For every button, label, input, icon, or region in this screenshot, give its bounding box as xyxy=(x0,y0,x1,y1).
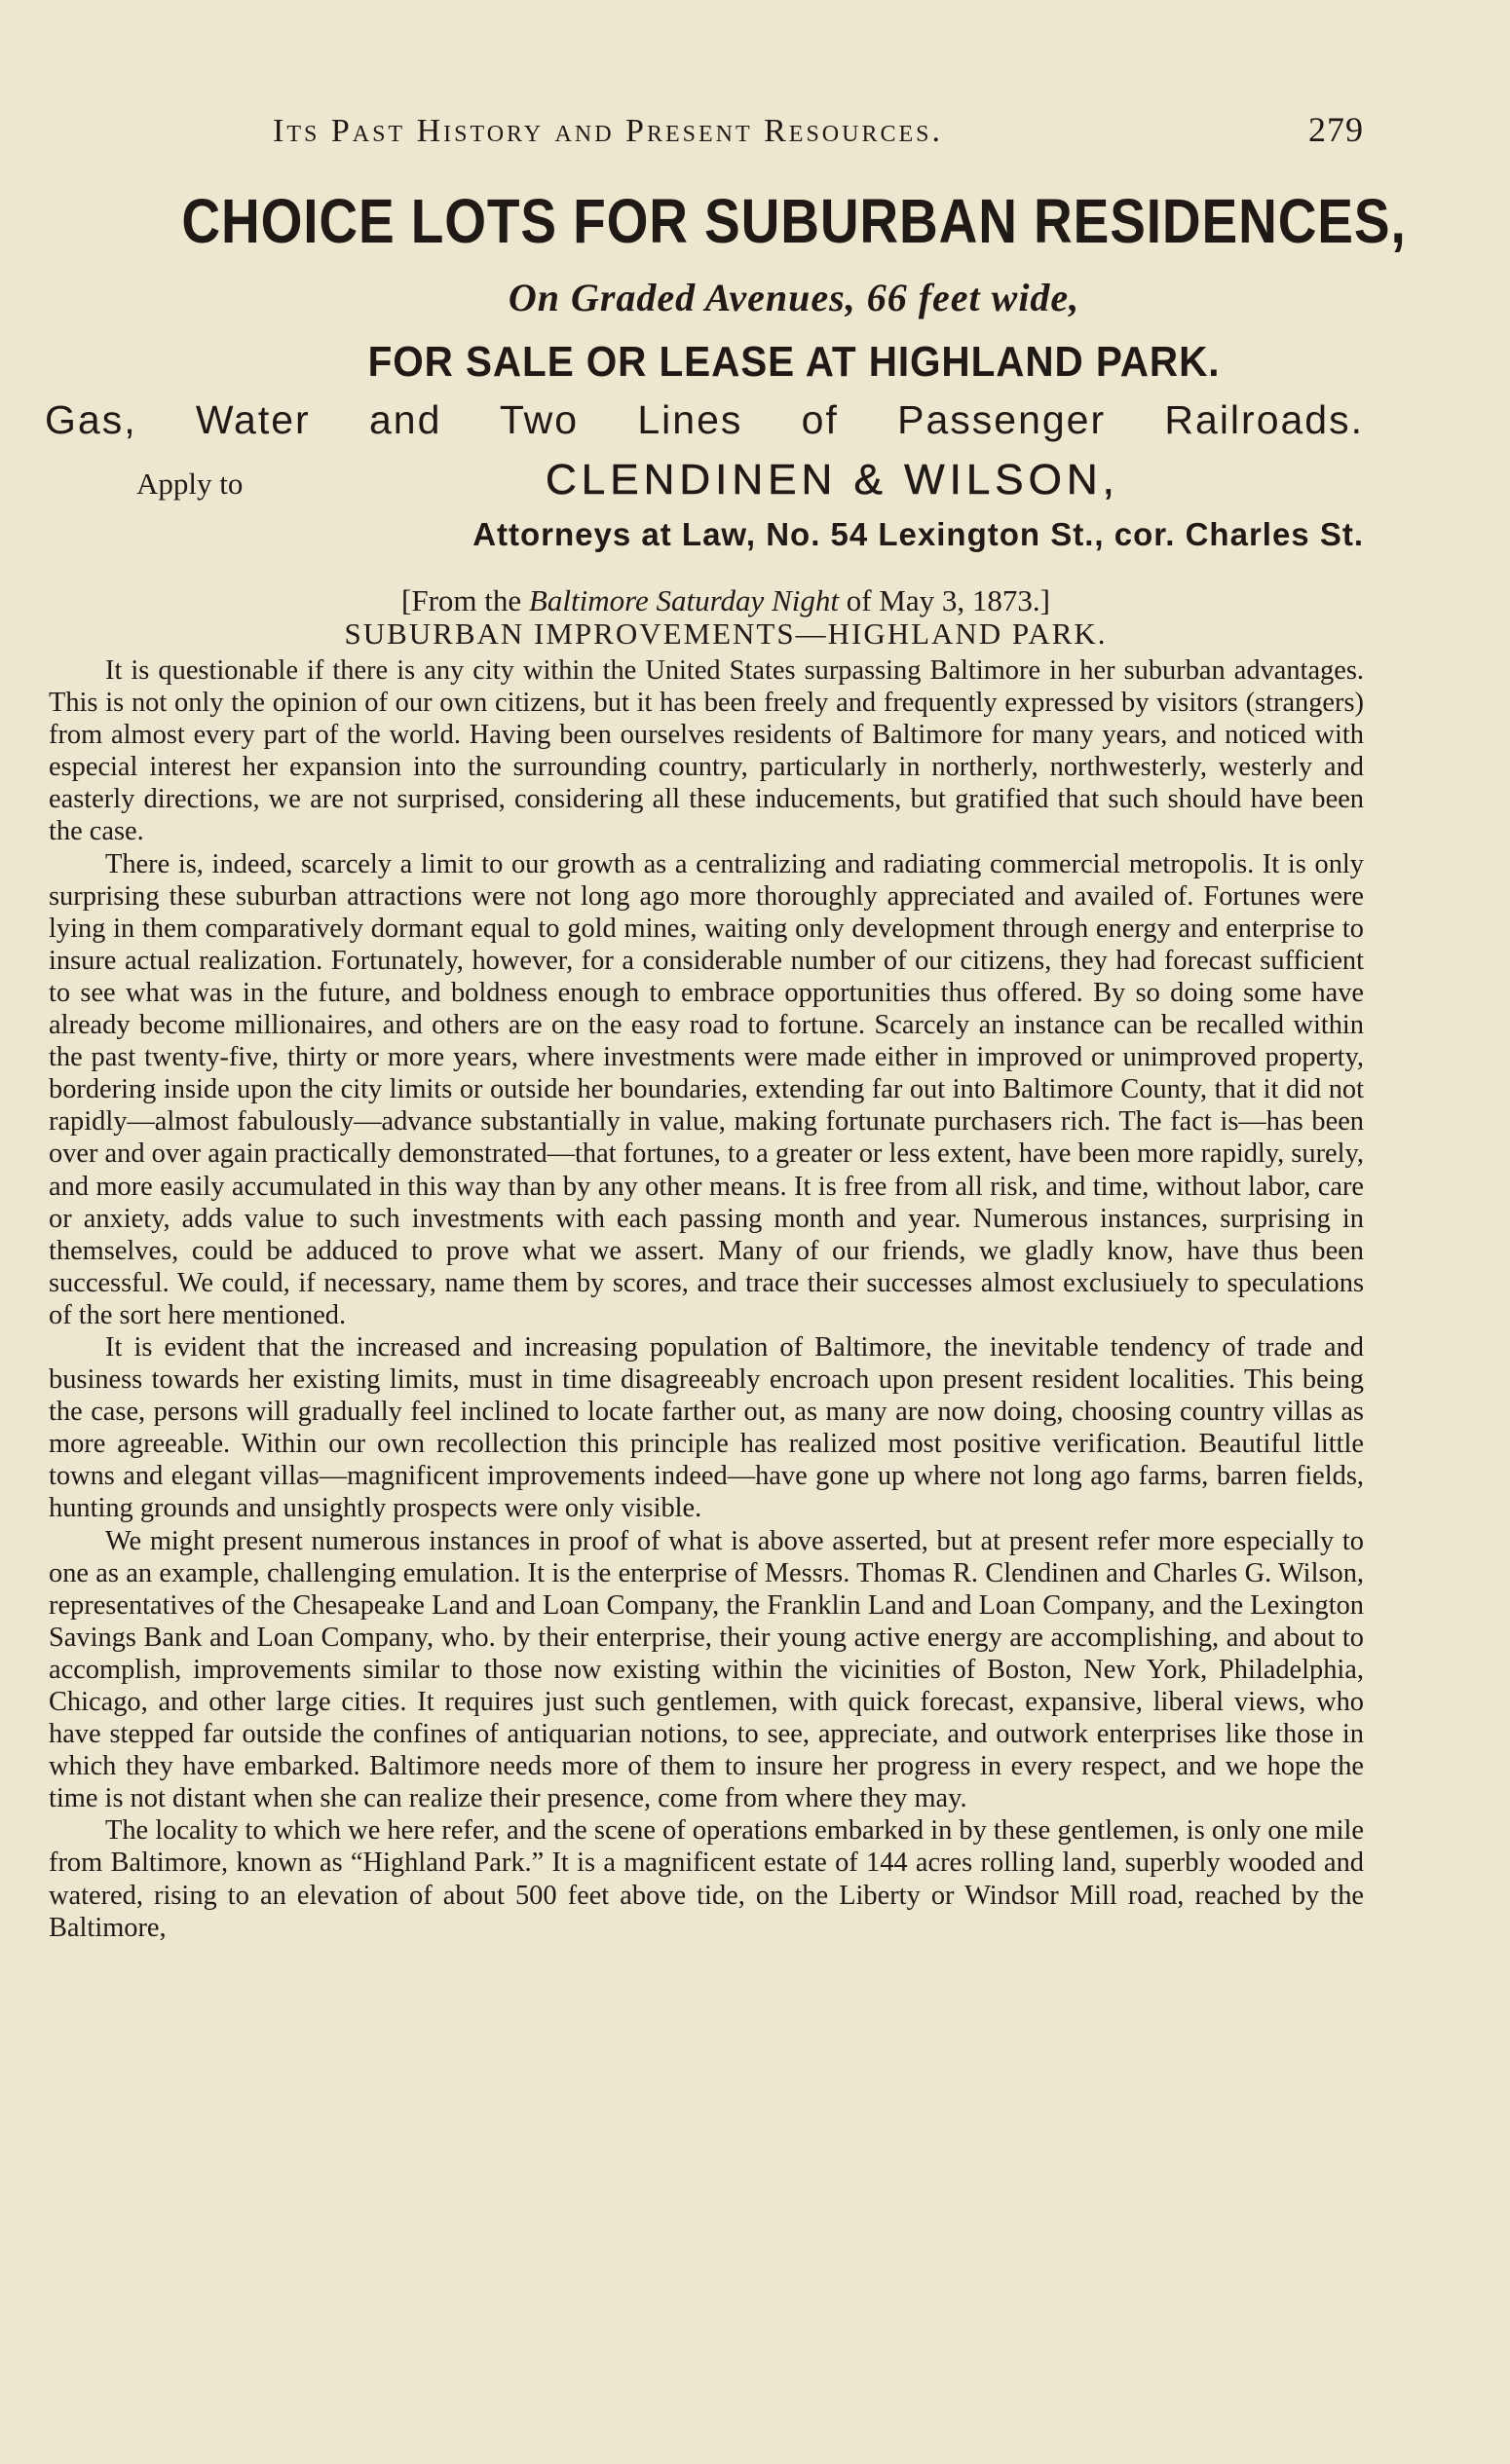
source-prefix: [From the xyxy=(401,583,529,617)
ad-headline: CHOICE LOTS FOR SUBURBAN RESIDENCES, xyxy=(181,186,1407,256)
advertisement xyxy=(0,185,1510,552)
ad-utilities-text: Gas, Water and Two Lines of Passenger Railroads. xyxy=(45,397,1364,442)
paragraph: We might present numerous instances in proof of what is above asserted, but at present refer more especially to one as an example, challenging emulation. It is the enterprise of Messrs. Thomas R. Clendinen and Charles G. Wilson, representatives of the Chesapeake Land and Loan Company, the Franklin Land and Loan Company, and the Lexington Savings Bank and Loan Company, who. by their enterprise, their young active energy are accomplishing, and about to accomplish, improvements similar to those now existing within the vicinities of Boston, New York, Philadelphia, Chicago, and other large cities. It requires just such gentlemen, with quick forecast, expansive, liberal views, who have stepped far outside the confines of antiquarian notions, to see, appreciate, and outwork enterprises like those in which they have embarked. Baltimore needs more of them to insure her progress in every respect, and we hope the time is not distant when she can realize their presence, come from where they may. xyxy=(49,1525,1364,1814)
ad-sale-line: FOR SALE OR LEASE AT HIGHLAND PARK. xyxy=(367,338,1221,386)
ad-firm-name: CLENDINEN & WILSON, xyxy=(546,456,1119,504)
page-number: 279 xyxy=(1308,110,1364,149)
paragraph: It is evident that the increased and increasing population of Baltimore, the inevitable tendency of trade and business towards her existing limits, must in time disagreeably encroach upon present resident localities. This being the case, persons will gradually feel inclined to locate farther out, as many are now doing, choosing country villas as more agreeable. Within our own recollection this principle has realized most positive verification. Beautiful little towns and elegant villas—magnificent improvements indeed—have gone up where not long ago farms, barren fields, hunting grounds and unsightly prospects were only visible. xyxy=(49,1331,1364,1524)
paragraph: It is questionable if there is any city within the United States surpassing Baltimore in her suburban advantages. This is not only the opinion of our own citizens, but it has been freely and frequently expressed by visitors (strangers) from almost every part of the world. Having been ourselves residents of Baltimore for many years, and noticed with especial interest her expansion into the surrounding country, particularly in northerly, northwesterly, westerly and easterly directions, we are not surprised, considering all these inducements, but gratified that such should have been the case. xyxy=(49,655,1364,847)
source-publication: Baltimore Saturday Night xyxy=(528,583,839,617)
ad-apply-label: Apply to xyxy=(136,467,244,501)
article-title: SUBURBAN IMPROVEMENTS—HIGHLAND PARK. xyxy=(344,616,1108,651)
paragraph: The locality to which we here refer, and the scene of operations embarked in by these gentlemen, is only one mile from Baltimore, known as “Highland Park.” It is a magnificent estate of 144 acres rolling land, superbly wooded and watered, rising to an elevation of about 500 feet above tide, on the Liberty or Windsor Mill road, reached by the Baltimore, xyxy=(49,1815,1364,1943)
source-suffix: of May 3, 1873.] xyxy=(838,583,1050,617)
running-head-title: Its Past History and Present Resources. xyxy=(273,113,943,149)
article xyxy=(49,584,1364,1944)
paragraph: There is, indeed, scarcely a limit to our growth as a centralizing and radiating commercial metropolis. It is only surprising these suburban attractions were not long ago more thoroughly appreciated and availed of. Fortunes were lying in them comparatively dormant equal to gold mines, waiting only development through energy and enterprise to insure actual realization. Fortunately, however, for a considerable number of our citizens, they had forecast sufficient to see what was in the future, and boldness enough to embrace opportunities thus offered. By so doing some have already become millionaires, and others are on the easy road to fortune. Scarcely an instance can be recalled within the past twenty-five, thirty or more years, where investments were made either in improved or unimproved property, bordering inside upon the city limits or outside her boundaries, extending far out into Baltimore County, that it did not rapidly—almost fabulously—advance substantially in value, making fortunate purchasers rich. The fact is—has been over and over again practically demonstrated—that fortunes, to a greater or less extent, have been more rapidly, surely, and more easily accumulated in this way than by any other means. It is free from all risk, and time, without labor, care or anxiety, adds value to such investments with each passing month and year. Numerous instances, surprising in themselves, could be adduced to prove what we assert. Many of our friends, we gladly know, have thus been successful. We could, if necessary, name them by scores, and trace their successes almost exclusiuely to speculations of the sort here mentioned. xyxy=(49,848,1364,1330)
running-head xyxy=(273,109,1364,150)
ad-utilities-line xyxy=(45,397,1364,443)
article-source xyxy=(88,584,1364,617)
ad-subheadline: On Graded Avenues, 66 feet wide, xyxy=(508,276,1080,319)
article-body xyxy=(49,654,1364,1944)
ad-apply-row xyxy=(136,456,1364,504)
ad-attorneys-line: Attorneys at Law, No. 54 Lexington St., cor. Charles St. xyxy=(472,516,1364,552)
